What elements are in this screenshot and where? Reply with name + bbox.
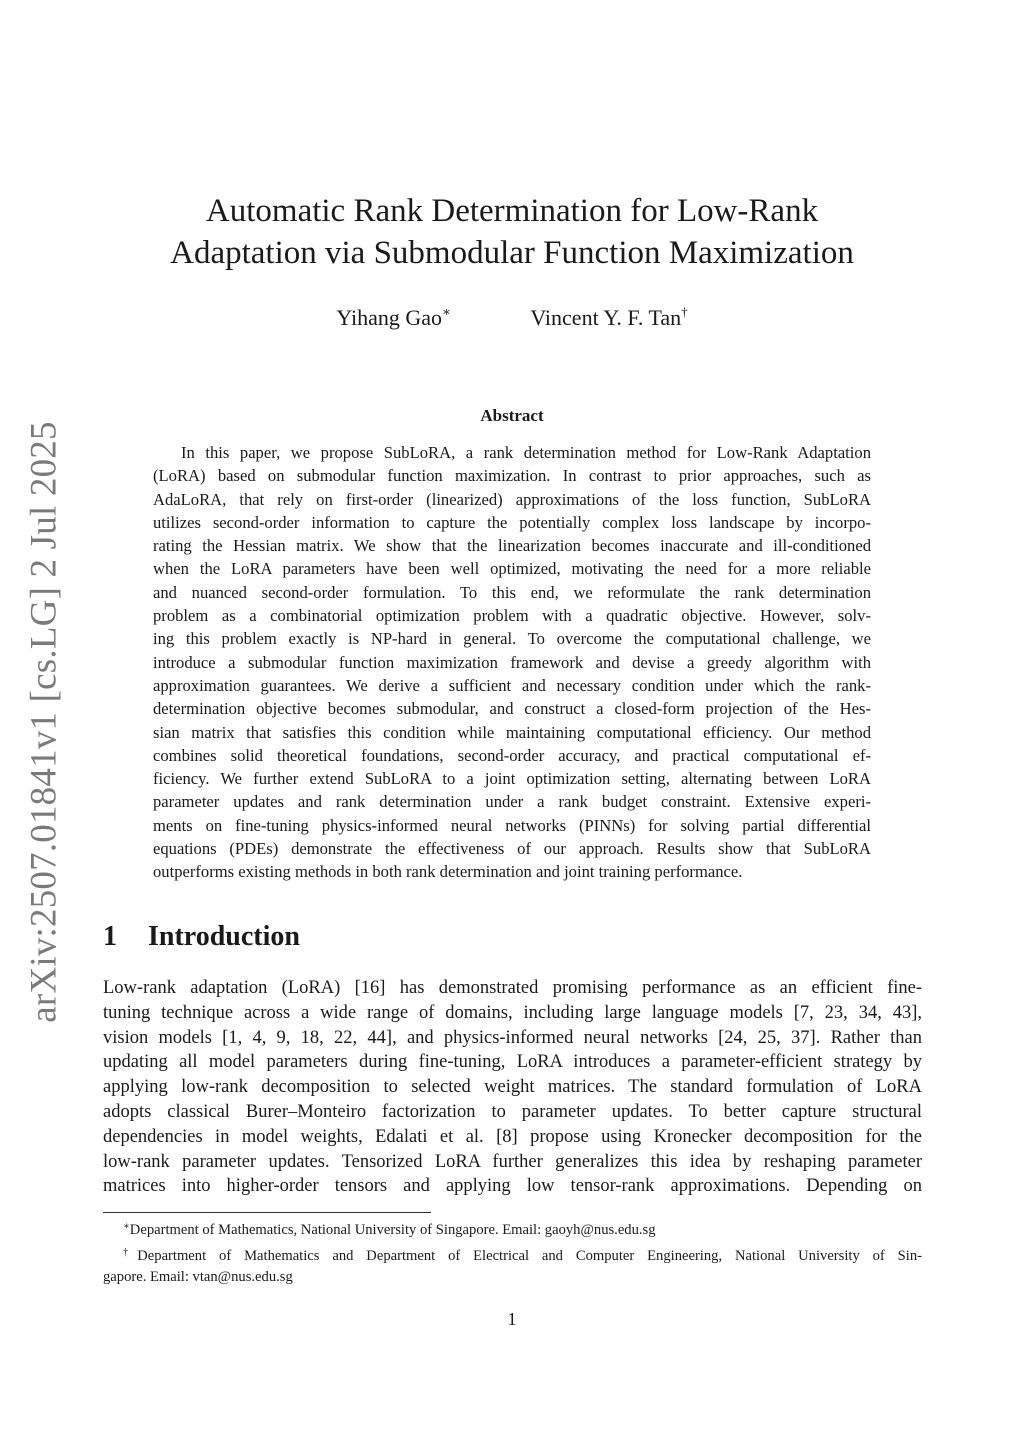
paragraph-line: vision models [1, 4, 9, 18, 22, 44], and physics-informed neural networks [24, 25, 37]. Rather than: [103, 1027, 922, 1048]
abstract-line: (LoRA) based on submodular function maximization. In contrast to prior approaches, such as: [153, 466, 871, 486]
title-line: Adaptation via Submodular Function Maximization: [170, 235, 854, 271]
abstract-line: approximation guarantees. We derive a sufficient and necessary condition under which the rank-: [153, 675, 871, 695]
footnote-mark: †: [123, 1246, 138, 1258]
abstract-line: and nuanced second-order formulation. To this end, we reformulate the rank determination: [153, 582, 871, 602]
paragraph-line: tuning technique across a wide range of domains, including large language models [7, 23, 34, 43],: [103, 1002, 922, 1023]
abstract-line: introduce a submodular function maximization framework and devise a greedy algorithm with: [153, 652, 871, 672]
footnote-line: [103, 1216, 922, 1242]
section-title: Introduction: [148, 921, 300, 952]
author-footnote-mark: ∗: [442, 304, 451, 319]
paper-title: [100, 190, 924, 274]
footnote-line: gapore. Email: vtan@nus.edu.sg: [103, 1269, 293, 1285]
abstract-line: parameter updates and rank determination under a rank budget constraint. Extensive experi-: [153, 792, 871, 812]
section-heading-introduction: [103, 921, 300, 953]
paragraph-line: low-rank parameter updates. Tensorized LoRA further generalizes this idea by reshaping parameter: [103, 1151, 922, 1172]
paragraph-line: dependencies in model weights, Edalati et al. [8] propose using Kronecker decomposition for the: [103, 1126, 922, 1147]
abstract-text: [153, 441, 871, 884]
abstract-line: In this paper, we propose SubLoRA, a rank determination method for Low-Rank Adaptation: [181, 443, 871, 462]
introduction-paragraph: [103, 976, 922, 1199]
footnote-text: Department of Mathematics and Department of Electrical and Computer Engineering, National University of Sin-: [137, 1247, 923, 1264]
arxiv-identifier-stamp: arXiv:2507.01841v1 [cs.LG] 2 Jul 2025: [23, 421, 65, 1023]
author-name: Yihang Gao: [336, 305, 443, 330]
paragraph-line: adopts classical Burer–Monteiro factorization to parameter updates. To better capture structural: [103, 1101, 922, 1122]
abstract-line: ing this problem exactly is NP-hard in general. To overcome the computational challenge, we: [153, 629, 871, 649]
abstract-line: determination objective becomes submodular, and construct a closed-form projection of the Hes-: [153, 699, 871, 719]
paragraph-line: Low-rank adaptation (LoRA) [16] has demonstrated promising performance as an efficient fine-: [103, 978, 922, 998]
author: [336, 304, 451, 331]
section-number: 1: [103, 921, 117, 952]
footnote: [103, 1216, 922, 1242]
page-number: 1: [507, 1309, 517, 1329]
title-line: Automatic Rank Determination for Low-Rank: [205, 193, 819, 229]
abstract-line: when the LoRA parameters have been well optimized, motivating the need for a more reliable: [153, 559, 871, 579]
abstract-line: equations (PDEs) demonstrate the effectiveness of our approach. Results show that SubLoRA: [153, 839, 871, 859]
footnote-line: [103, 1242, 922, 1268]
author-footnote-mark: †: [681, 304, 688, 319]
author-list: [100, 304, 924, 331]
paragraph-line: matrices into higher-order tensors and applying low tensor-rank approximations. Depending on: [103, 1176, 922, 1197]
abstract-line: AdaLoRA, that rely on first-order (linearized) approximations of the loss function, SubLoRA: [153, 489, 871, 509]
footnotes: [103, 1216, 922, 1289]
abstract-line: problem as a combinatorial optimization problem with a quadratic objective. However, solv-: [153, 606, 871, 626]
footnote-mark: ∗: [123, 1221, 130, 1232]
author: [530, 304, 687, 331]
abstract-line: outperforms existing methods in both rank determination and joint training performance.: [153, 862, 743, 882]
author-name: Vincent Y. F. Tan: [530, 305, 682, 330]
abstract-line: ficiency. We further extend SubLoRA to a joint optimization setting, alternating between LoRA: [153, 769, 871, 789]
paragraph-line: updating all model parameters during fine-tuning, LoRA introduces a parameter-efficient strategy by: [103, 1052, 922, 1073]
abstract-line: combines solid theoretical foundations, second-order accuracy, and practical computational ef-: [153, 745, 871, 765]
footnote-text: Department of Mathematics, National University of Singapore. Email: gaoyh@nus.edu.sg: [129, 1222, 656, 1238]
footnote-divider: [103, 1212, 431, 1213]
abstract-line: sian matrix that satisfies this condition while maintaining computational efficiency. Our method: [153, 722, 871, 742]
abstract-line: utilizes second-order information to capture the potentially complex loss landscape by incorpo-: [153, 512, 871, 532]
abstract-heading: Abstract: [480, 406, 544, 425]
abstract-line: rating the Hessian matrix. We show that the linearization becomes inaccurate and ill-conditioned: [153, 536, 871, 556]
abstract-line: ments on fine-tuning physics-informed neural networks (PINNs) for solving partial differential: [153, 815, 871, 835]
paragraph-line: applying low-rank decomposition to selected weight matrices. The standard formulation of LoRA: [103, 1077, 922, 1098]
footnote: [103, 1242, 922, 1289]
